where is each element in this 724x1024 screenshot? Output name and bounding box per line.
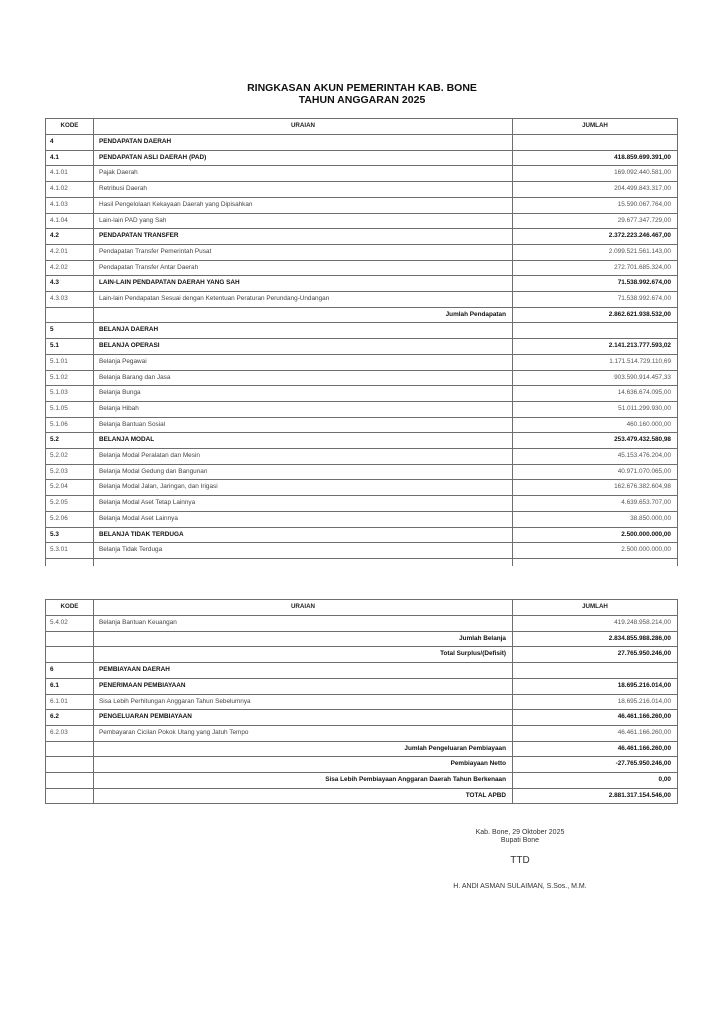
table-row — [46, 496, 678, 512]
cell-kode: 5.1.06 — [46, 417, 94, 433]
cell-jumlah: 18.695.216.014,00 — [513, 694, 678, 710]
cell-kode — [46, 631, 94, 647]
table-row — [46, 725, 678, 741]
cell-uraian: Jumlah Pendapatan — [94, 307, 513, 323]
cell-kode: 4.1.03 — [46, 197, 94, 213]
table-row — [46, 339, 678, 355]
empty-cell — [46, 558, 94, 566]
cell-kode: 5.3.01 — [46, 543, 94, 559]
table-row — [46, 741, 678, 757]
cell-kode: 5.2.05 — [46, 496, 94, 512]
cell-uraian: Belanja Bantuan Keuangan — [94, 616, 513, 632]
cell-kode: 4.1.01 — [46, 166, 94, 182]
cell-kode — [46, 788, 94, 804]
table-row — [46, 694, 678, 710]
table-row — [46, 150, 678, 166]
table-row — [46, 307, 678, 323]
cell-uraian: Sisa Lebih Pembiayaan Anggaran Daerah Tahun Berkenaan — [94, 773, 513, 789]
cell-kode: 4.2.02 — [46, 260, 94, 276]
table-row — [46, 213, 678, 229]
table-row — [46, 631, 678, 647]
table-row — [46, 543, 678, 559]
cell-uraian: LAIN-LAIN PENDAPATAN DAERAH YANG SAH — [94, 276, 513, 292]
cell-jumlah: 460.160.000,00 — [513, 417, 678, 433]
table-row — [46, 433, 678, 449]
cell-kode — [46, 647, 94, 663]
cell-uraian: BELANJA TIDAK TERDUGA — [94, 527, 513, 543]
cell-uraian: PENDAPATAN DAERAH — [94, 135, 513, 151]
cell-jumlah: 418.859.699.391,00 — [513, 150, 678, 166]
cell-jumlah: -27.765.950.246,00 — [513, 757, 678, 773]
cell-uraian: Belanja Modal Aset Lainnya — [94, 511, 513, 527]
cell-jumlah — [513, 135, 678, 151]
cell-kode — [46, 307, 94, 323]
table-row — [46, 370, 678, 386]
cell-uraian: Belanja Pegawai — [94, 354, 513, 370]
table-row — [46, 616, 678, 632]
column-header-uraian: URAIAN — [94, 600, 513, 616]
cell-uraian: Total Surplus/(Defisit) — [94, 647, 513, 663]
cell-jumlah: 46.461.166.260,00 — [513, 725, 678, 741]
table-row — [46, 229, 678, 245]
cell-jumlah: 27.765.950.246,00 — [513, 647, 678, 663]
cell-uraian: Pajak Daerah — [94, 166, 513, 182]
cell-uraian: Pendapatan Transfer Pemerintah Pusat — [94, 244, 513, 260]
cell-kode: 4.1.02 — [46, 182, 94, 198]
cell-uraian: Jumlah Pengeluaran Pembiayaan — [94, 741, 513, 757]
cell-uraian: Belanja Modal Aset Tetap Lainnya — [94, 496, 513, 512]
cell-jumlah: 29.677.347.729,00 — [513, 213, 678, 229]
table-row — [46, 788, 678, 804]
table-header-row — [46, 600, 678, 616]
cell-kode: 5.1.01 — [46, 354, 94, 370]
cell-kode: 6.2.03 — [46, 725, 94, 741]
cell-uraian: Belanja Tidak Terduga — [94, 543, 513, 559]
title-line-2: TAHUN ANGGARAN 2025 — [298, 94, 426, 106]
cell-jumlah: 51.011.299.930,00 — [513, 401, 678, 417]
cell-jumlah: 2.141.213.777.593,02 — [513, 339, 678, 355]
cell-jumlah: 45.153.476.204,00 — [513, 449, 678, 465]
table-row — [46, 773, 678, 789]
cell-jumlah: 2.862.621.938.532,00 — [513, 307, 678, 323]
cell-jumlah — [513, 323, 678, 339]
cell-uraian: Belanja Barang dan Jasa — [94, 370, 513, 386]
cell-uraian: Belanja Modal Jalan, Jaringan, dan Irigasi — [94, 480, 513, 496]
table-row — [46, 449, 678, 465]
table-row — [46, 511, 678, 527]
cell-uraian: PENDAPATAN ASLI DAERAH (PAD) — [94, 150, 513, 166]
table-row — [46, 480, 678, 496]
cell-kode: 6 — [46, 663, 94, 679]
table-row — [46, 354, 678, 370]
table-row — [46, 647, 678, 663]
summary-table-page-2 — [45, 599, 678, 804]
column-header-jumlah: JUMLAH — [513, 600, 678, 616]
table-row — [46, 527, 678, 543]
cell-uraian: Sisa Lebih Perhitungan Anggaran Tahun Sebelumnya — [94, 694, 513, 710]
cell-uraian: Belanja Bantuan Sosial — [94, 417, 513, 433]
document-title — [0, 82, 724, 106]
cell-uraian: PEMBIAYAAN DAERAH — [94, 663, 513, 679]
column-header-jumlah: JUMLAH — [513, 119, 678, 135]
cell-uraian: Jumlah Belanja — [94, 631, 513, 647]
cell-kode: 4.3.03 — [46, 292, 94, 308]
cell-jumlah: 40.971.070.065,00 — [513, 464, 678, 480]
table-row — [46, 197, 678, 213]
cell-uraian: PENERIMAAN PEMBIAYAAN — [94, 678, 513, 694]
cell-kode: 4 — [46, 135, 94, 151]
empty-cell — [94, 558, 513, 566]
cell-uraian: Lain-lain Pendapatan Sesuai dengan Ketentuan Peraturan Perundang-Undangan — [94, 292, 513, 308]
cell-jumlah: 46.461.166.260,00 — [513, 710, 678, 726]
cell-kode: 5.2.06 — [46, 511, 94, 527]
cell-jumlah — [513, 663, 678, 679]
table-body — [46, 616, 678, 804]
cell-kode — [46, 773, 94, 789]
cell-kode: 5.4.02 — [46, 616, 94, 632]
cell-jumlah: 14.636.674.095,00 — [513, 386, 678, 402]
column-header-uraian: URAIAN — [94, 119, 513, 135]
cell-uraian: PENDAPATAN TRANSFER — [94, 229, 513, 245]
cell-jumlah: 1.171.514.729.110,69 — [513, 354, 678, 370]
cell-jumlah: 38.850.000,00 — [513, 511, 678, 527]
cell-jumlah: 2.372.223.246.467,00 — [513, 229, 678, 245]
cell-jumlah: 2.099.521.561.143,00 — [513, 244, 678, 260]
cell-uraian: BELANJA DAERAH — [94, 323, 513, 339]
cell-kode: 6.1 — [46, 678, 94, 694]
cell-jumlah: 2.500.000.000,00 — [513, 527, 678, 543]
signature-role: Bupati Bone — [500, 837, 540, 844]
cell-kode: 5.3 — [46, 527, 94, 543]
title-line-1: RINGKASAN AKUN PEMERINTAH KAB. BONE — [247, 82, 477, 94]
cell-uraian: TOTAL APBD — [94, 788, 513, 804]
table-row — [46, 401, 678, 417]
cell-kode: 5.2.04 — [46, 480, 94, 496]
table-row — [46, 323, 678, 339]
cell-kode: 4.1.04 — [46, 213, 94, 229]
cell-jumlah: 272.701.685.324,00 — [513, 260, 678, 276]
cell-jumlah: 18.695.216.014,00 — [513, 678, 678, 694]
table-row — [46, 417, 678, 433]
cell-uraian: Belanja Bunga — [94, 386, 513, 402]
cell-uraian: Retribusi Daerah — [94, 182, 513, 198]
cell-jumlah: 15.590.067.764,00 — [513, 197, 678, 213]
cell-uraian: Hasil Pengelolaan Kekayaan Daerah yang Dipisahkan — [94, 197, 513, 213]
table-row — [46, 166, 678, 182]
cell-jumlah: 419.248.958.214,00 — [513, 616, 678, 632]
table-row — [46, 292, 678, 308]
cell-kode — [46, 741, 94, 757]
cell-jumlah: 162.676.382.604,98 — [513, 480, 678, 496]
cell-kode: 5.2.02 — [46, 449, 94, 465]
cell-kode: 4.3 — [46, 276, 94, 292]
empty-cell — [513, 558, 678, 566]
page-break-row — [46, 558, 678, 566]
cell-uraian: Belanja Modal Gedung dan Bangunan — [94, 464, 513, 480]
cell-jumlah: 253.479.432.580,98 — [513, 433, 678, 449]
cell-jumlah: 2.834.855.988.286,00 — [513, 631, 678, 647]
cell-kode: 6.2 — [46, 710, 94, 726]
column-header-kode: KODE — [46, 119, 94, 135]
summary-table-page-1 — [45, 118, 678, 566]
cell-uraian: BELANJA OPERASI — [94, 339, 513, 355]
cell-kode: 5.2.03 — [46, 464, 94, 480]
cell-kode: 5.1.05 — [46, 401, 94, 417]
cell-jumlah: 2.500.000.000,00 — [513, 543, 678, 559]
cell-uraian: Belanja Hibah — [94, 401, 513, 417]
table-row — [46, 464, 678, 480]
cell-kode: 4.2 — [46, 229, 94, 245]
cell-uraian: Belanja Modal Peralatan dan Mesin — [94, 449, 513, 465]
cell-uraian: Pembiayaan Netto — [94, 757, 513, 773]
column-header-kode: KODE — [46, 600, 94, 616]
cell-uraian: PENGELUARAN PEMBIAYAAN — [94, 710, 513, 726]
cell-jumlah: 46.461.166.260,00 — [513, 741, 678, 757]
cell-kode: 6.1.01 — [46, 694, 94, 710]
cell-kode: 5.1.03 — [46, 386, 94, 402]
cell-kode: 5.1 — [46, 339, 94, 355]
cell-jumlah: 0,00 — [513, 773, 678, 789]
table-row — [46, 276, 678, 292]
cell-kode: 5 — [46, 323, 94, 339]
cell-jumlah: 2.881.317.154.546,00 — [513, 788, 678, 804]
cell-jumlah: 903.590.914.457,33 — [513, 370, 678, 386]
table-row — [46, 244, 678, 260]
cell-kode: 5.2 — [46, 433, 94, 449]
table-row — [46, 710, 678, 726]
cell-uraian: Pembayaran Cicilan Pokok Utang yang Jatuh Tempo — [94, 725, 513, 741]
cell-kode: 4.1 — [46, 150, 94, 166]
signature-ttd: TTD — [510, 855, 530, 866]
table-header-row — [46, 119, 678, 135]
cell-kode — [46, 757, 94, 773]
cell-uraian: Pendapatan Transfer Antar Daerah — [94, 260, 513, 276]
signature-name: H. ANDI ASMAN SULAIMAN, S.Sos., M.M. — [453, 883, 587, 890]
table-row — [46, 386, 678, 402]
cell-uraian: Lain-lain PAD yang Sah — [94, 213, 513, 229]
table-row — [46, 135, 678, 151]
cell-kode: 4.2.01 — [46, 244, 94, 260]
cell-jumlah: 169.092.440.581,00 — [513, 166, 678, 182]
table-row — [46, 757, 678, 773]
table-body — [46, 135, 678, 566]
table-row — [46, 260, 678, 276]
cell-jumlah: 204.499.843.317,00 — [513, 182, 678, 198]
cell-kode: 5.1.02 — [46, 370, 94, 386]
cell-jumlah: 4.639.653.707,00 — [513, 496, 678, 512]
cell-uraian: BELANJA MODAL — [94, 433, 513, 449]
signature-place-date: Kab. Bone, 29 Oktober 2025 — [475, 829, 565, 836]
cell-jumlah: 71.538.992.674,00 — [513, 292, 678, 308]
table-row — [46, 678, 678, 694]
cell-jumlah: 71.538.992.674,00 — [513, 276, 678, 292]
table-row — [46, 663, 678, 679]
table-row — [46, 182, 678, 198]
